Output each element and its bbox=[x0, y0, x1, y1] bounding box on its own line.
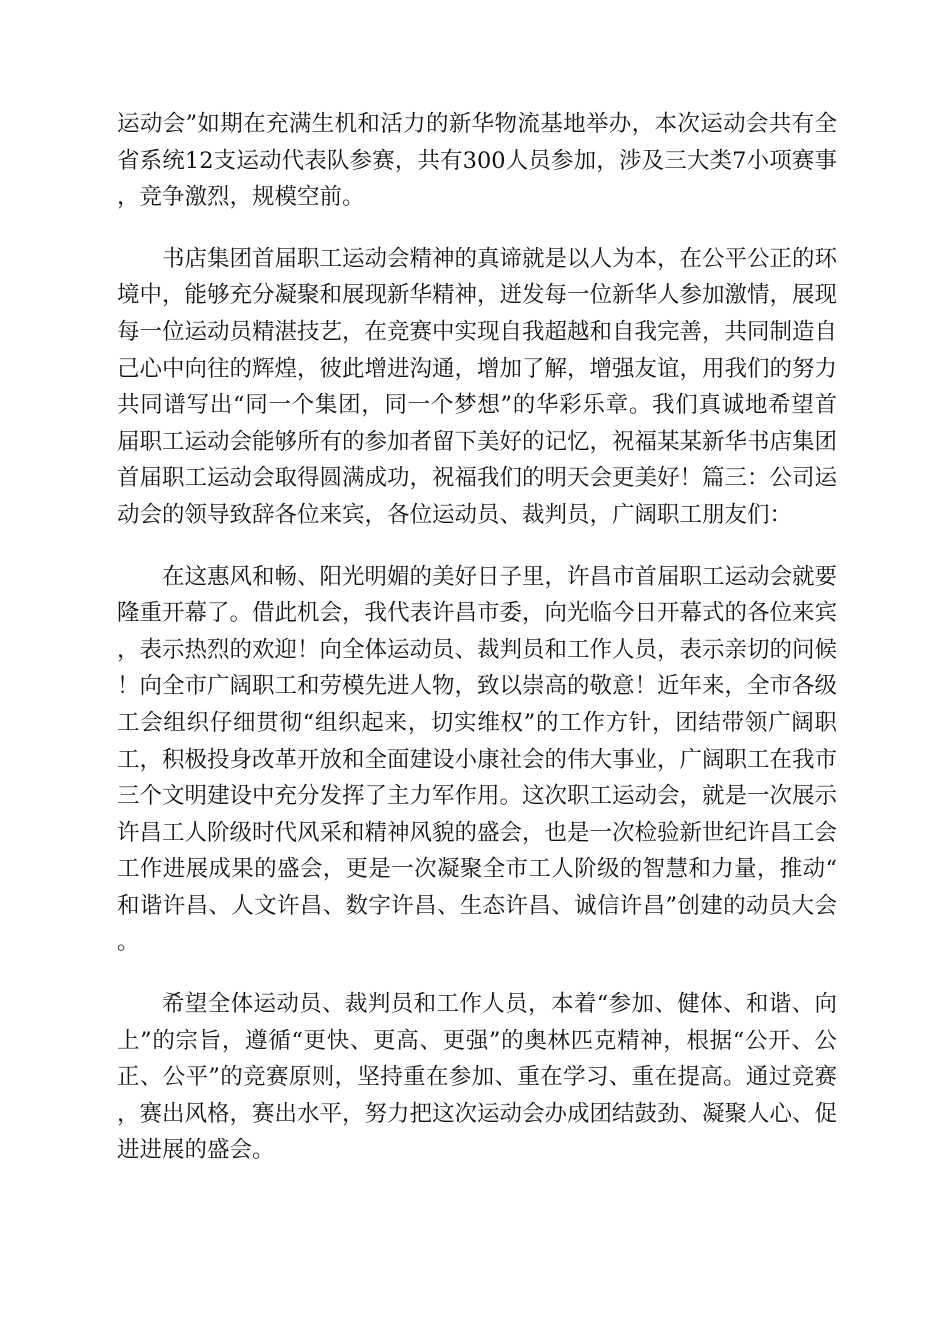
paragraph-2: 书店集团首届职工运动会精神的真谛就是以人为本，在公平公正的环境中，能够充分凝聚和展现新华精神，迸发每一位新华人参加激情，展现每一位运动员精湛技艺，在竞赛中实现自我超越和自我完善，共同制造自己心中向往的辉煌，彼此增进沟通，增加了解，增强友谊，用我们的努力共同谱写出“同一个集团，同一个梦想”的华彩乐章。我们真诚地希望首届职工运动会能够所有的参加者留下美好的记忆，祝福某某新华书店集团首届职工运动会取得圆满成功，祝福我们的明天会更美好！篇三：公司运动会的领导致辞各位来宾，各位运动员、裁判员，广阔职工朋友们： bbox=[117, 245, 838, 528]
paragraph-3: 在这惠风和畅、阳光明媚的美好日子里，许昌市首届职工运动会就要隆重开幕了。借此机会，我代表许昌市委，向光临今日开幕式的各位来宾，表示热烈的欢迎！向全体运动员、裁判员和工作人员，表示亲切的问候！向全市广阔职工和劳模先进人物，致以崇高的敬意！近年来，全市各级工会组织仔细贯彻“组织起来，切实维权”的工作方针，团结带领广阔职工，积极投身改革开放和全面建设小康社会的伟大事业，广阔职工在我市三个文明建设中充分发挥了主力军作用。这次职工运动会，就是一次展示许昌工人阶级时代风采和精神风貌的盛会，也是一次检验新世纪许昌工会工作进展成果的盛会，更是一次凝聚全市工人阶级的智慧和力量，推动“和谐许昌、人文许昌、数字许昌、生态许昌、诚信许昌”创建的动员大会。 bbox=[117, 563, 838, 956]
paragraph-1: 运动会”如期在充满生机和活力的新华物流基地举办，本次运动会共有全省系统12支运动代表队参赛，共有300人员参加，涉及三大类7小项赛事，竞争激烈，规模空前。 bbox=[117, 111, 837, 211]
document-page bbox=[117, 106, 837, 1194]
paragraph-4: 希望全体运动员、裁判员和工作人员，本着“参加、健体、和谐、向上”的宗旨，遵循“更快、更高、更强”的奥林匹克精神，根据“公开、公正、公平”的竞赛原则，坚持重在参加、重在学习、重在提高。通过竞赛，赛出风格，赛出水平，努力把这次运动会办成团结鼓劲、凝聚人心、促进进展的盛会。 bbox=[117, 991, 838, 1164]
